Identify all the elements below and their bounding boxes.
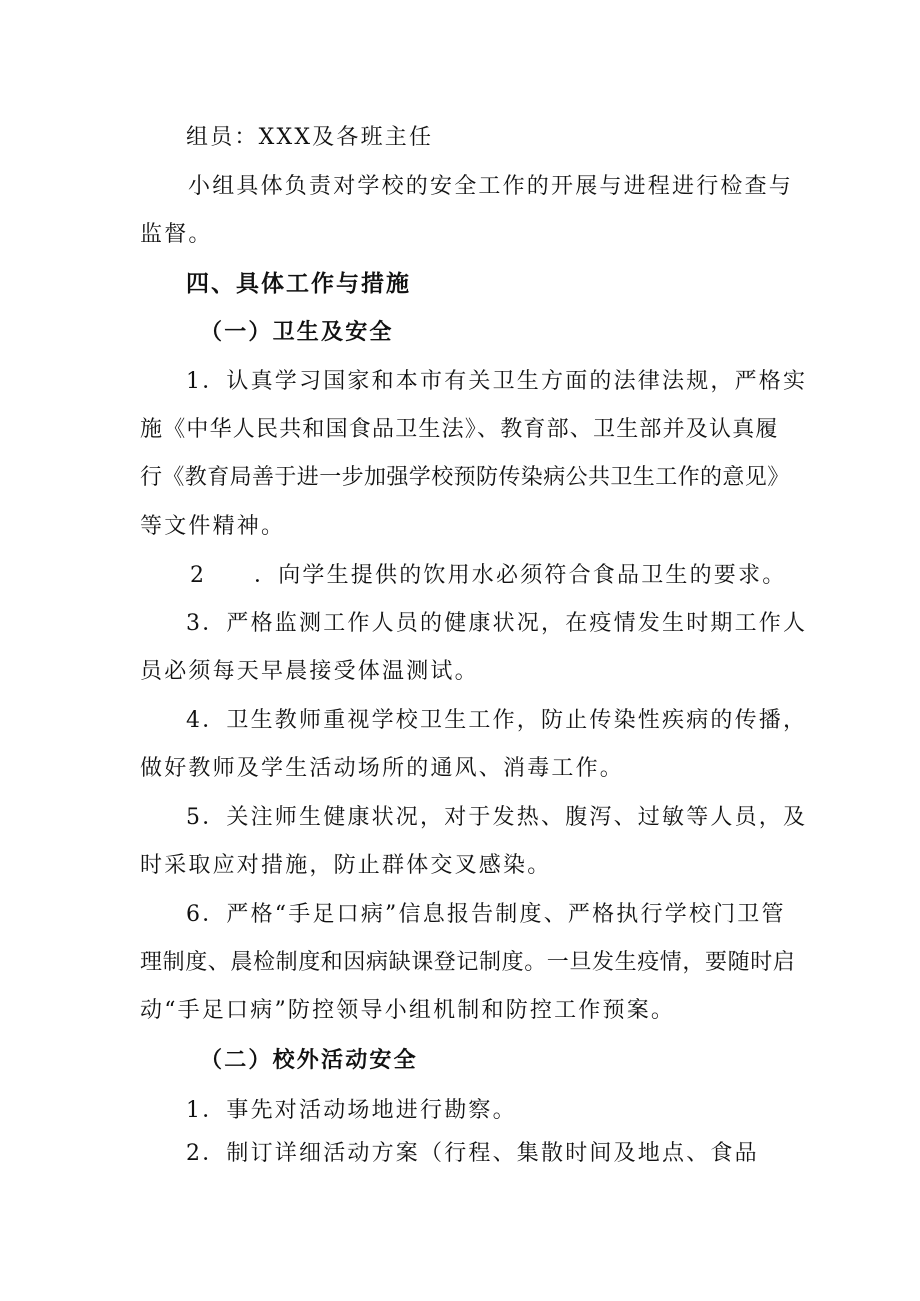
section-4-title: 四、具体工作与措施 [186,271,411,297]
item-6-line-1: 6．严格“手足口病”信息报告制度、严格执行学校门卫管 [186,902,786,927]
item-1-line-2: 施《中华人民共和国食品卫生法》、教育部、卫生部并及认真履 [140,417,779,442]
members-line: 组员：XXX及各班主任 [186,125,434,150]
item-2-number: 2 [190,563,207,588]
item-5-line-2: 时采取应对措施，防止群体交叉感染。 [140,853,552,878]
duty-line-1: 小组具体负责对学校的安全工作的开展与进程进行检查与 [188,174,794,199]
item-1-line-4: 等文件精神。 [140,514,286,539]
item-6-line-3: 动“手足口病”防控领导小组机制和防控工作预案。 [140,998,676,1023]
item-6-line-2: 理制度、晨检制度和因病缺课登记制度。一旦发生疫情，要随时启 [140,950,796,975]
item-2-text: ．向学生提供的饮用水必须符合食品卫生的要求。 [254,563,787,588]
subsection-1-title: （一）卫生及安全 [200,320,394,345]
item-1-line-3: 行《教育局善于进一步加强学校预防传染病公共卫生工作的意见》 [140,465,790,490]
sub2-item-2: 2．制订详细活动方案（行程、集散时间及地点、食品 [186,1141,759,1166]
item-1-line-1: 1．认真学习国家和本市有关卫生方面的法律法规，严格实 [186,369,808,394]
duty-line-2: 监督。 [140,222,213,247]
item-3-line-1: 3．严格监测工作人员的健康状况，在疫情发生时期工作人 [186,611,808,636]
subsection-2-title: （二）校外活动安全 [200,1048,418,1073]
sub2-item-1: 1．事先对活动场地进行勘察。 [186,1098,517,1123]
item-4-line-2: 做好教师及学生活动场所的通风、消毒工作。 [140,756,625,781]
item-3-line-2: 员必须每天早晨接受体温测试。 [140,659,479,684]
item-4-line-1: 4．卫生教师重视学校卫生工作，防止传染性疾病的传播， [186,708,808,733]
item-5-line-1: 5．关注师生健康状况，对于发热、腹泻、过敏等人员，及 [186,805,808,830]
